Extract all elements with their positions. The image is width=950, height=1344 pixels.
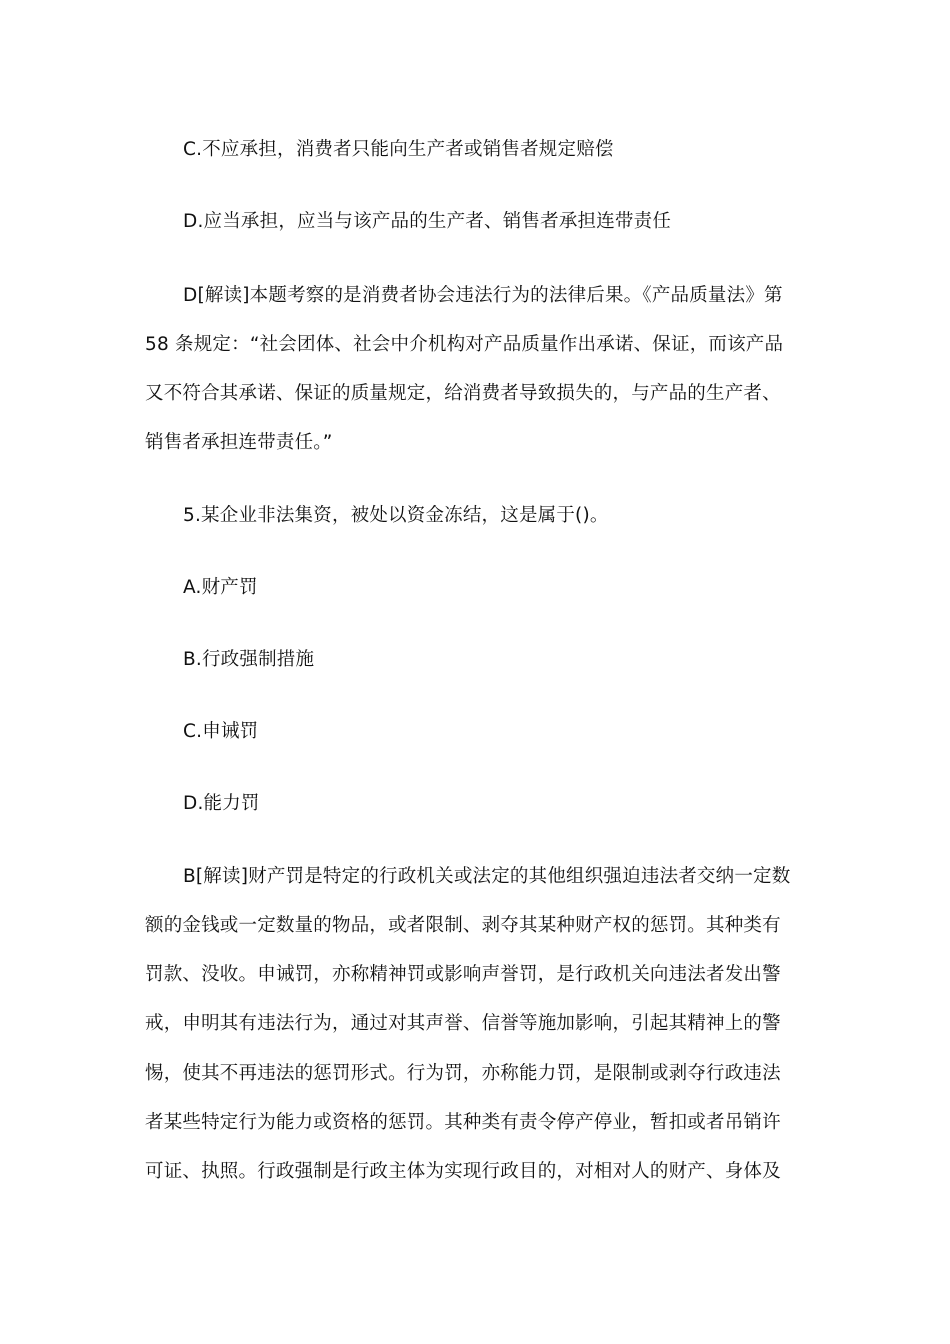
q5-option-b: B.行政强制措施: [183, 649, 315, 670]
q5-option-d: D.能力罚: [183, 793, 260, 814]
q5-stem: 5.某企业非法集资，被处以资金冻结，这是属于()。: [183, 505, 609, 526]
q4-explanation-line: D[解读]本题考察的是消费者协会违法行为的法律后果。《产品质量法》第: [183, 285, 783, 306]
q4-option-d: D.应当承担，应当与该产品的生产者、销售者承担连带责任: [183, 211, 672, 232]
q5-explanation-line: B[解读]财产罚是特定的行政机关或法定的其他组织强迫违法者交纳一定数: [183, 866, 791, 887]
q4-explanation-line: 58 条规定：“社会团体、社会中介机构对产品质量作出承诺、保证，而该产品: [145, 334, 784, 355]
q4-explanation-line: 销售者承担连带责任。”: [145, 432, 333, 453]
q4-explanation-line: 又不符合其承诺、保证的质量规定，给消费者导致损失的，与产品的生产者、: [145, 383, 781, 404]
q5-explanation-line: 戒，申明其有违法行为，通过对其声誉、信誉等施加影响，引起其精神上的警: [145, 1013, 781, 1034]
q5-explanation-line: 者某些特定行为能力或资格的惩罚。其种类有责令停产停业，暂扣或者吊销许: [145, 1112, 781, 1133]
q4-option-c: C.不应承担，消费者只能向生产者或销售者规定赔偿: [183, 139, 614, 160]
q5-explanation-line: 惕，使其不再违法的惩罚形式。行为罚，亦称能力罚，是限制或剥夺行政违法: [145, 1063, 781, 1084]
q5-explanation-line: 额的金钱或一定数量的物品，或者限制、剥夺其某种财产权的惩罚。其种类有: [145, 915, 781, 936]
q5-option-c: C.申诫罚: [183, 721, 259, 742]
q5-explanation-line: 罚款、没收。申诫罚，亦称精神罚或影响声誉罚，是行政机关向违法者发出警: [145, 964, 781, 985]
q5-option-a: A.财产罚: [183, 577, 258, 598]
q5-explanation-line: 可证、执照。行政强制是行政主体为实现行政目的，对相对人的财产、身体及: [145, 1161, 781, 1182]
